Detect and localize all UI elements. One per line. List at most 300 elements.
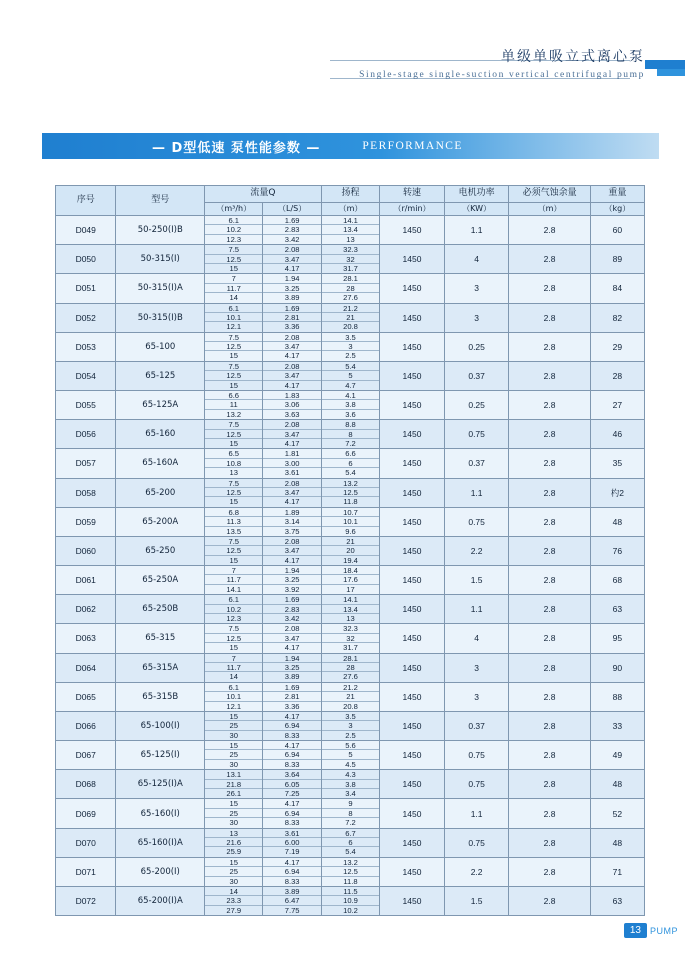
cell-flow-m3h-value: 30 — [229, 818, 238, 828]
col-header-npsh: 必须气蚀余量 — [509, 186, 590, 203]
cell-speed: 1450 — [380, 216, 445, 245]
cell-flow-ls-value: 3.06 — [263, 400, 320, 409]
cell-flow-m3h-value: 7 — [205, 274, 262, 283]
col-header-head: 扬程 — [321, 186, 379, 203]
cell-flow-m3h-value: 15 — [229, 380, 238, 390]
cell-model: 65-100(I) — [116, 711, 205, 740]
section-title-band — [42, 133, 659, 159]
table-row — [56, 624, 645, 653]
cell-flow-m3h-value: 25 — [205, 809, 262, 818]
cell-flow-m3h-value: 12.3 — [226, 234, 242, 244]
cell-head-value: 4.3 — [322, 770, 379, 779]
cell-flow-ls-value: 4.17 — [263, 799, 320, 808]
cell-flow-ls-value: 7.75 — [284, 905, 300, 915]
table-row — [56, 478, 645, 507]
cell-flow-ls-value: 2.08 — [263, 420, 320, 429]
cell-flow-ls-value: 6.94 — [263, 721, 320, 730]
cell-model: 65-160(I) — [116, 799, 205, 828]
cell-weight: 60 — [590, 216, 644, 245]
cell-speed: 1450 — [380, 886, 445, 915]
cell-flow-m3h-value: 21.6 — [205, 838, 262, 847]
header-title-en: Single-stage single-suction vertical centrifugal pump — [359, 70, 645, 80]
cell-power: 4 — [444, 245, 509, 274]
cell-seq: D071 — [56, 857, 116, 886]
cell-head-value: 13.4 — [322, 605, 379, 614]
cell-weight: 49 — [590, 741, 644, 770]
spec-table — [55, 185, 645, 916]
cell-flow-ls-value: 6.94 — [263, 809, 320, 818]
cell-flow-ls-value: 7.25 — [284, 789, 300, 799]
cell-flow-m3h-value: 11.7 — [205, 284, 262, 293]
cell-npsh: 2.8 — [509, 682, 590, 711]
table-row — [56, 507, 645, 536]
cell-head-value: 2.5 — [345, 351, 356, 361]
col-header-flow-ls: （L/S） — [263, 203, 321, 216]
cell-speed: 1450 — [380, 799, 445, 828]
cell-power: 1.1 — [444, 799, 509, 828]
cell-speed: 1450 — [380, 624, 445, 653]
cell-flow-ls-value: 8.33 — [284, 730, 300, 740]
cell-weight: 33 — [590, 711, 644, 740]
cell-npsh: 2.8 — [509, 770, 590, 799]
cell-head-value: 3.5 — [322, 712, 379, 721]
cell-flow-ls-value: 1.94 — [263, 566, 320, 575]
cell-flow-ls — [263, 274, 321, 303]
cell-flow-m3h — [205, 886, 263, 915]
cell-speed: 1450 — [380, 711, 445, 740]
cell-flow-m3h-value: 25.9 — [226, 847, 242, 857]
cell-npsh: 2.8 — [509, 886, 590, 915]
cell-power: 0.37 — [444, 449, 509, 478]
cell-npsh: 2.8 — [509, 507, 590, 536]
cell-head-value: 3.6 — [345, 409, 356, 419]
cell-model: 65-100 — [116, 332, 205, 361]
cell-flow-m3h — [205, 449, 263, 478]
page-number: 13 — [624, 923, 647, 938]
cell-flow-m3h-value: 7.5 — [205, 362, 262, 371]
cell-weight: 48 — [590, 828, 644, 857]
table-row — [56, 274, 645, 303]
cell-head-value: 11.8 — [343, 876, 358, 886]
cell-head — [321, 332, 379, 361]
cell-npsh: 2.8 — [509, 303, 590, 332]
cell-flow-m3h-value: 13.2 — [226, 409, 242, 419]
cell-npsh: 2.8 — [509, 624, 590, 653]
cell-seq: D053 — [56, 332, 116, 361]
col-header-speed-unit: （r/min） — [380, 203, 445, 216]
cell-flow-ls — [263, 391, 321, 420]
cell-flow-ls-value: 4.17 — [284, 555, 300, 565]
cell-head-value: 21.2 — [322, 683, 379, 692]
cell-head — [321, 536, 379, 565]
cell-speed: 1450 — [380, 245, 445, 274]
table-row — [56, 711, 645, 740]
cell-flow-ls — [263, 449, 321, 478]
cell-model: 65-160A — [116, 449, 205, 478]
cell-flow-ls — [263, 624, 321, 653]
cell-weight: 28 — [590, 361, 644, 390]
cell-model: 65-160 — [116, 420, 205, 449]
cell-head-value: 4.5 — [345, 759, 356, 769]
cell-flow-m3h-value: 10.2 — [205, 605, 262, 614]
cell-head-value: 11.8 — [343, 497, 358, 507]
cell-flow-ls-value: 1.69 — [263, 595, 320, 604]
table-row — [56, 420, 645, 449]
cell-flow-m3h — [205, 361, 263, 390]
cell-model: 65-125(I) — [116, 741, 205, 770]
cell-npsh: 2.8 — [509, 595, 590, 624]
table-row — [56, 653, 645, 682]
cell-seq: D052 — [56, 303, 116, 332]
cell-flow-ls — [263, 828, 321, 857]
table-row — [56, 857, 645, 886]
cell-head — [321, 711, 379, 740]
cell-flow-ls-value: 3.42 — [284, 234, 300, 244]
cell-model: 65-200(I) — [116, 857, 205, 886]
cell-flow-ls-value: 2.08 — [263, 479, 320, 488]
cell-flow-ls-value: 2.83 — [263, 605, 320, 614]
cell-head-value: 14.1 — [322, 595, 379, 604]
cell-model: 50-315(I)B — [116, 303, 205, 332]
cell-head-value: 17 — [346, 584, 355, 594]
cell-model: 65-200(I)A — [116, 886, 205, 915]
cell-flow-ls-value: 4.17 — [284, 438, 300, 448]
cell-flow-m3h-value: 15 — [205, 858, 262, 867]
cell-flow-ls-value: 4.17 — [263, 741, 320, 750]
cell-flow-m3h — [205, 245, 263, 274]
cell-head-value: 12.5 — [322, 488, 379, 497]
cell-head-value: 20 — [322, 546, 379, 555]
cell-speed: 1450 — [380, 595, 445, 624]
table-head — [56, 186, 645, 216]
cell-flow-m3h-value: 15 — [229, 555, 238, 565]
table-row — [56, 361, 645, 390]
cell-power: 0.25 — [444, 391, 509, 420]
table-row — [56, 303, 645, 332]
cell-flow-m3h-value: 14 — [229, 293, 238, 303]
cell-power: 2.2 — [444, 536, 509, 565]
cell-flow-ls-value: 6.00 — [263, 838, 320, 847]
cell-seq: D066 — [56, 711, 116, 740]
cell-flow-ls-value: 2.83 — [263, 225, 320, 234]
cell-head-value: 6.7 — [322, 829, 379, 838]
cell-flow-m3h — [205, 507, 263, 536]
cell-flow-m3h-value: 21.8 — [205, 780, 262, 789]
cell-flow-m3h-value: 12.5 — [205, 371, 262, 380]
cell-head — [321, 741, 379, 770]
cell-flow-m3h-value: 27.9 — [226, 905, 242, 915]
cell-head-value: 3 — [322, 342, 379, 351]
cell-flow-m3h-value: 14.1 — [226, 584, 242, 594]
cell-flow-ls — [263, 595, 321, 624]
cell-head-value: 5.4 — [322, 362, 379, 371]
cell-flow-ls — [263, 536, 321, 565]
cell-model: 65-315B — [116, 682, 205, 711]
cell-flow-m3h-value: 7.5 — [205, 245, 262, 254]
cell-flow-ls-value: 1.69 — [263, 683, 320, 692]
cell-weight: 27 — [590, 391, 644, 420]
cell-head-value: 14.1 — [322, 216, 379, 225]
cell-head-value: 28.1 — [322, 654, 379, 663]
cell-head-value: 5.4 — [345, 847, 356, 857]
cell-power: 0.75 — [444, 420, 509, 449]
cell-model: 50-315(I)A — [116, 274, 205, 303]
cell-flow-m3h-value: 15 — [229, 351, 238, 361]
cell-weight: 29 — [590, 332, 644, 361]
cell-npsh: 2.8 — [509, 653, 590, 682]
cell-head — [321, 799, 379, 828]
cell-weight: 杓2 — [590, 478, 644, 507]
cell-flow-m3h-value: 13.1 — [205, 770, 262, 779]
cell-flow-m3h-value: 12.1 — [226, 322, 242, 332]
cell-flow-ls-value: 3.25 — [263, 284, 320, 293]
cell-flow-ls — [263, 478, 321, 507]
cell-seq: D058 — [56, 478, 116, 507]
cell-weight: 71 — [590, 857, 644, 886]
cell-npsh: 2.8 — [509, 478, 590, 507]
cell-model: 65-315 — [116, 624, 205, 653]
cell-head-value: 13.2 — [322, 479, 379, 488]
cell-head — [321, 274, 379, 303]
table-row — [56, 828, 645, 857]
cell-flow-m3h-value: 7.5 — [205, 333, 262, 342]
cell-head — [321, 624, 379, 653]
cell-flow-ls-value: 4.17 — [284, 380, 300, 390]
cell-head-value: 6.6 — [322, 449, 379, 458]
cell-flow-ls-value: 1.94 — [263, 654, 320, 663]
cell-head-value: 31.7 — [343, 263, 358, 273]
cell-flow-ls-value: 3.36 — [284, 701, 300, 711]
cell-seq: D062 — [56, 595, 116, 624]
cell-weight: 48 — [590, 770, 644, 799]
cell-weight: 82 — [590, 303, 644, 332]
cell-head — [321, 770, 379, 799]
table-row — [56, 391, 645, 420]
cell-power: 4 — [444, 624, 509, 653]
cell-head-value: 11.5 — [322, 887, 379, 896]
col-header-flow-m3h: （m³/h） — [205, 203, 263, 216]
table-row — [56, 216, 645, 245]
table-row — [56, 245, 645, 274]
cell-head-value: 28 — [322, 663, 379, 672]
cell-flow-m3h — [205, 799, 263, 828]
col-header-head-unit: （m） — [321, 203, 379, 216]
cell-weight: 68 — [590, 566, 644, 595]
cell-flow-ls — [263, 420, 321, 449]
cell-flow-m3h-value: 15 — [229, 438, 238, 448]
cell-flow-m3h — [205, 741, 263, 770]
cell-model: 65-125 — [116, 361, 205, 390]
cell-seq: D054 — [56, 361, 116, 390]
cell-speed: 1450 — [380, 566, 445, 595]
cell-model: 50-250(I)B — [116, 216, 205, 245]
cell-flow-ls-value: 3.47 — [263, 546, 320, 555]
cell-flow-ls-value: 6.94 — [263, 750, 320, 759]
cell-head-value: 21 — [322, 313, 379, 322]
cell-flow-m3h-value: 11 — [205, 400, 262, 409]
spec-table-container — [55, 185, 645, 916]
cell-head-value: 28.1 — [322, 274, 379, 283]
cell-flow-ls-value: 2.08 — [263, 333, 320, 342]
cell-head-value: 9.6 — [345, 526, 356, 536]
cell-npsh: 2.8 — [509, 828, 590, 857]
cell-flow-m3h-value: 15 — [229, 497, 238, 507]
cell-power: 2.2 — [444, 857, 509, 886]
cell-model: 65-250 — [116, 536, 205, 565]
cell-flow-m3h-value: 25 — [205, 721, 262, 730]
cell-head — [321, 361, 379, 390]
cell-flow-ls — [263, 361, 321, 390]
cell-speed: 1450 — [380, 536, 445, 565]
cell-flow-m3h-value: 7.5 — [205, 624, 262, 633]
cell-head-value: 8.8 — [322, 420, 379, 429]
cell-flow-m3h-value: 14 — [229, 672, 238, 682]
cell-flow-ls-value: 6.47 — [263, 896, 320, 905]
cell-flow-ls-value: 3.47 — [263, 371, 320, 380]
cell-flow-m3h-value: 14 — [205, 887, 262, 896]
cell-seq: D063 — [56, 624, 116, 653]
cell-flow-ls — [263, 682, 321, 711]
cell-flow-m3h-value: 12.5 — [205, 546, 262, 555]
cell-flow-m3h-value: 7 — [205, 654, 262, 663]
cell-flow-ls-value: 3.14 — [263, 517, 320, 526]
cell-flow-m3h — [205, 216, 263, 245]
cell-flow-ls-value: 8.33 — [284, 818, 300, 828]
cell-flow-ls-value: 3.47 — [263, 342, 320, 351]
cell-flow-m3h — [205, 274, 263, 303]
cell-flow-m3h — [205, 828, 263, 857]
cell-weight: 63 — [590, 595, 644, 624]
cell-model: 65-200A — [116, 507, 205, 536]
col-header-flow: 流量Q — [205, 186, 322, 203]
cell-head-value: 32 — [322, 634, 379, 643]
cell-weight: 35 — [590, 449, 644, 478]
cell-power: 1.1 — [444, 216, 509, 245]
cell-flow-ls-value: 3.61 — [284, 468, 300, 478]
cell-power: 0.75 — [444, 507, 509, 536]
cell-npsh: 2.8 — [509, 391, 590, 420]
header-row-main — [56, 186, 645, 203]
cell-weight: 52 — [590, 799, 644, 828]
cell-flow-ls-value: 6.05 — [263, 780, 320, 789]
cell-weight: 46 — [590, 420, 644, 449]
cell-flow-m3h-value: 13 — [205, 829, 262, 838]
cell-flow-ls-value: 3.00 — [263, 459, 320, 468]
cell-weight: 76 — [590, 536, 644, 565]
cell-flow-ls-value: 4.17 — [263, 858, 320, 867]
cell-npsh: 2.8 — [509, 741, 590, 770]
cell-flow-ls — [263, 653, 321, 682]
cell-head-value: 5.6 — [322, 741, 379, 750]
cell-flow-m3h-value: 6.1 — [205, 595, 262, 604]
cell-model: 65-250B — [116, 595, 205, 624]
col-header-power: 电机功率 — [444, 186, 509, 203]
cell-head — [321, 653, 379, 682]
cell-flow-m3h-value: 11.7 — [205, 575, 262, 584]
cell-head-value: 19.4 — [343, 555, 358, 565]
cell-flow-m3h-value: 30 — [229, 876, 238, 886]
cell-head-value: 21 — [322, 537, 379, 546]
cell-flow-ls — [263, 741, 321, 770]
cell-head-value: 10.9 — [322, 896, 379, 905]
cell-flow-m3h-value: 10.8 — [205, 459, 262, 468]
cell-seq: D056 — [56, 420, 116, 449]
cell-head-value: 31.7 — [343, 643, 358, 653]
cell-head-value: 3.8 — [322, 780, 379, 789]
cell-head-value: 13 — [346, 234, 355, 244]
cell-head-value: 28 — [322, 284, 379, 293]
cell-power: 3 — [444, 682, 509, 711]
cell-npsh: 2.8 — [509, 332, 590, 361]
cell-head-value: 32.3 — [322, 245, 379, 254]
cell-seq: D067 — [56, 741, 116, 770]
cell-flow-ls-value: 1.94 — [263, 274, 320, 283]
cell-flow-ls-value: 2.08 — [263, 245, 320, 254]
cell-seq: D055 — [56, 391, 116, 420]
cell-speed: 1450 — [380, 361, 445, 390]
cell-flow-ls — [263, 245, 321, 274]
cell-head-value: 8 — [322, 809, 379, 818]
cell-seq: D060 — [56, 536, 116, 565]
cell-weight: 88 — [590, 682, 644, 711]
cell-flow-ls-value: 3.47 — [263, 255, 320, 264]
cell-power: 3 — [444, 653, 509, 682]
cell-speed: 1450 — [380, 828, 445, 857]
cell-head-value: 17.6 — [322, 575, 379, 584]
section-title-cn: — D型低速 泵性能参数 — — [152, 140, 321, 156]
cell-head-value: 7.2 — [345, 438, 356, 448]
cell-speed: 1450 — [380, 857, 445, 886]
cell-head-value: 10.1 — [322, 517, 379, 526]
cell-flow-m3h — [205, 303, 263, 332]
cell-head — [321, 391, 379, 420]
cell-head-value: 7.2 — [345, 818, 356, 828]
cell-head-value: 10.2 — [343, 905, 358, 915]
cell-head — [321, 245, 379, 274]
cell-head — [321, 216, 379, 245]
cell-head-value: 20.8 — [343, 322, 358, 332]
cell-head-value: 6 — [322, 459, 379, 468]
cell-npsh: 2.8 — [509, 566, 590, 595]
cell-flow-ls-value: 4.17 — [284, 351, 300, 361]
cell-power: 1.1 — [444, 478, 509, 507]
page-header — [0, 38, 700, 98]
cell-seq: D070 — [56, 828, 116, 857]
table-row — [56, 799, 645, 828]
cell-flow-m3h — [205, 391, 263, 420]
header-accent-bar-secondary — [657, 69, 685, 76]
cell-seq: D064 — [56, 653, 116, 682]
cell-seq: D059 — [56, 507, 116, 536]
col-header-weight-unit: （kg） — [590, 203, 644, 216]
cell-flow-ls — [263, 566, 321, 595]
cell-flow-m3h — [205, 857, 263, 886]
cell-flow-ls-value: 3.89 — [284, 672, 300, 682]
cell-head-value: 10.7 — [322, 508, 379, 517]
cell-seq: D072 — [56, 886, 116, 915]
cell-flow-ls-value: 2.08 — [263, 624, 320, 633]
cell-speed: 1450 — [380, 653, 445, 682]
cell-flow-m3h — [205, 536, 263, 565]
cell-head-value: 5 — [322, 371, 379, 380]
cell-head — [321, 857, 379, 886]
cell-npsh: 2.8 — [509, 216, 590, 245]
cell-flow-m3h-value: 11.3 — [205, 517, 262, 526]
cell-flow-m3h-value: 6.1 — [205, 304, 262, 313]
cell-head — [321, 449, 379, 478]
cell-power: 0.75 — [444, 828, 509, 857]
cell-flow-m3h — [205, 711, 263, 740]
